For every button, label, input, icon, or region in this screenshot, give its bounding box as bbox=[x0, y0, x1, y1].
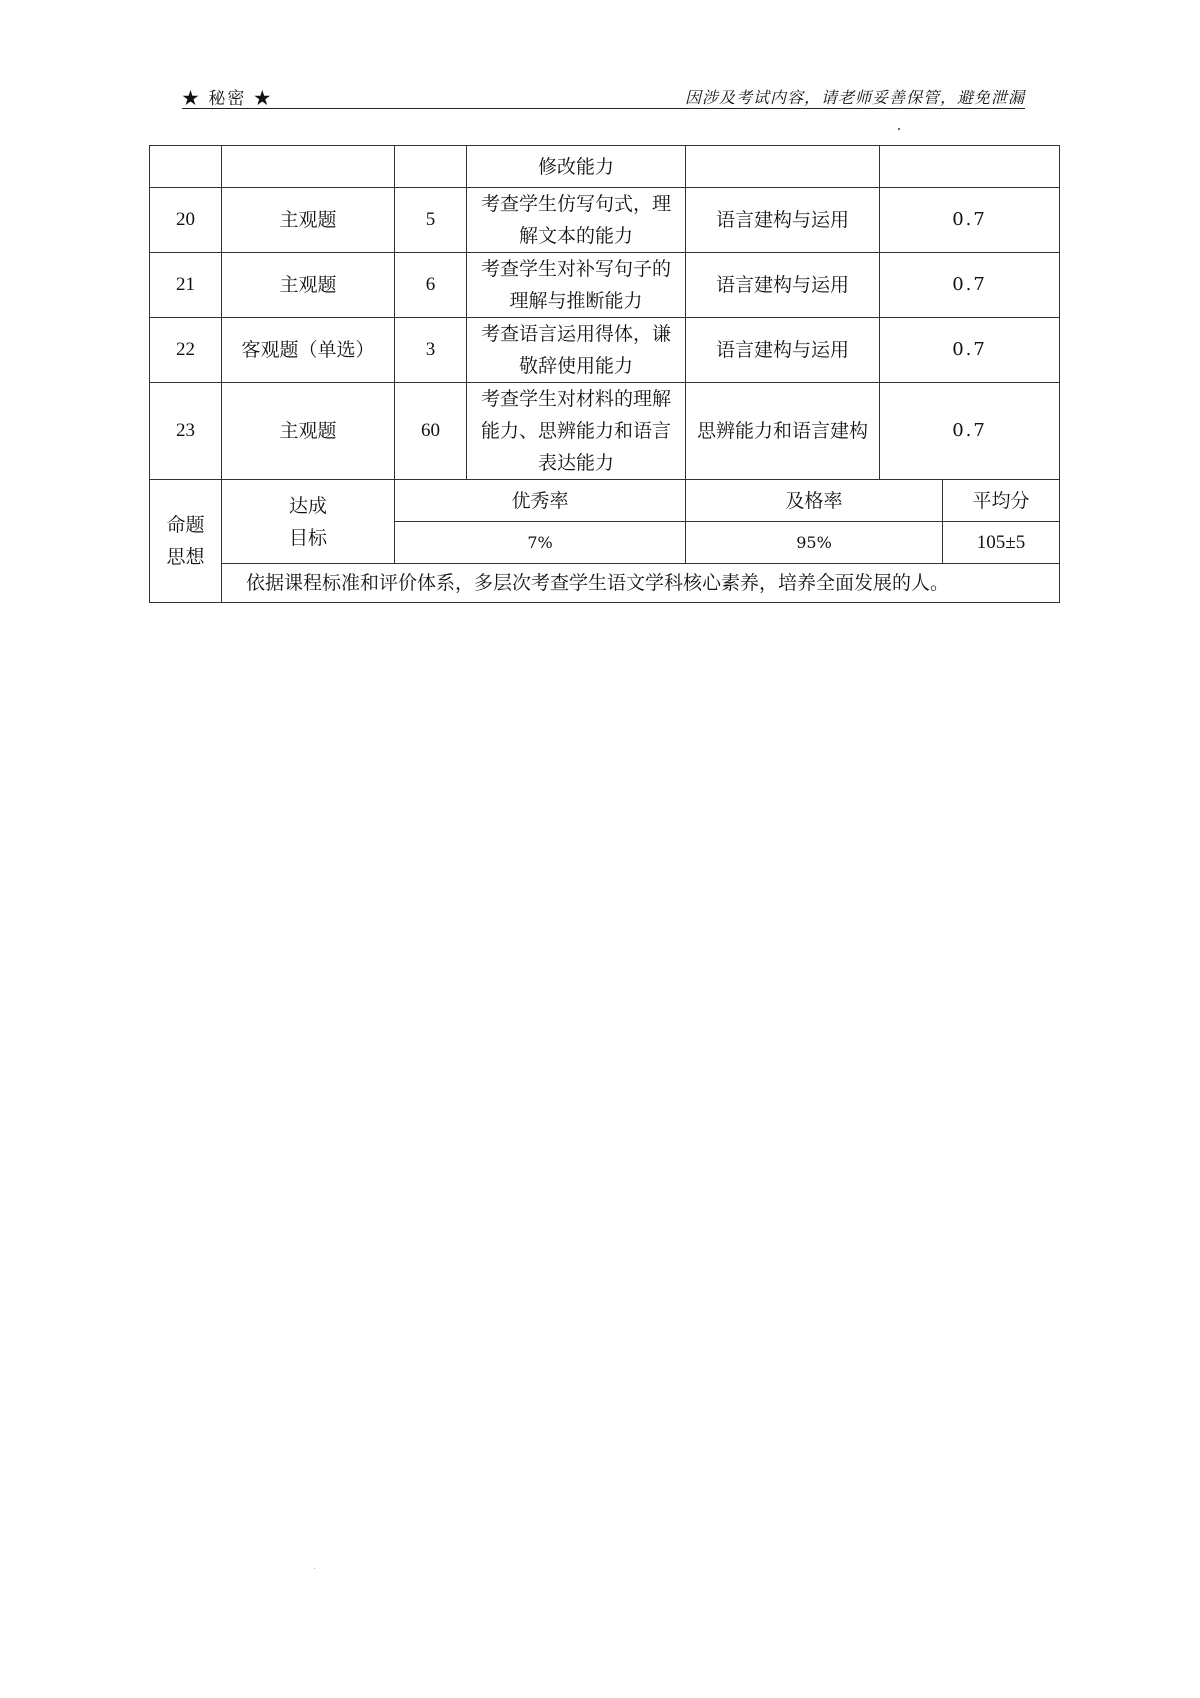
average-score-header: 平均分 bbox=[943, 480, 1060, 522]
table-row bbox=[150, 383, 1060, 480]
scan-speck bbox=[898, 128, 900, 130]
content-cell: 考查学生仿写句式，理解文本的能力 bbox=[467, 188, 686, 253]
table-row bbox=[150, 564, 1060, 603]
literacy-cell: 语言建构与运用 bbox=[686, 253, 880, 318]
excellent-rate-value: 7% bbox=[395, 522, 686, 564]
score-cell bbox=[395, 146, 467, 188]
number-cell bbox=[150, 146, 222, 188]
difficulty-cell bbox=[880, 146, 1060, 188]
target-label-line2: 目标 bbox=[288, 526, 327, 549]
design-label-line2: 思想 bbox=[166, 546, 205, 568]
table-row bbox=[150, 253, 1060, 318]
score-cell: 60 bbox=[395, 383, 467, 480]
content-cell: 考查语言运用得体，谦敬辞使用能力 bbox=[467, 318, 686, 383]
score-cell: 5 bbox=[395, 188, 467, 253]
design-philosophy-label bbox=[150, 480, 222, 603]
table-row bbox=[150, 146, 1060, 188]
number-cell: 21 bbox=[150, 253, 222, 318]
pass-rate-value: 95% bbox=[686, 522, 943, 564]
table-row bbox=[150, 480, 1060, 522]
secret-mark: ★ 秘密 ★ bbox=[182, 89, 273, 109]
table-row bbox=[150, 318, 1060, 383]
type-cell: 主观题 bbox=[222, 253, 395, 318]
table-row bbox=[150, 188, 1060, 253]
confidentiality-notice: 因涉及考试内容，请老师妥善保管，避免泄漏 bbox=[684, 88, 1025, 107]
score-cell: 3 bbox=[395, 318, 467, 383]
difficulty-cell: 0.7 bbox=[880, 318, 1060, 383]
difficulty-cell: 0.7 bbox=[880, 188, 1060, 253]
difficulty-cell: 0.7 bbox=[880, 253, 1060, 318]
type-cell: 主观题 bbox=[222, 383, 395, 480]
target-label bbox=[222, 480, 395, 564]
literacy-cell: 思辨能力和语言建构 bbox=[686, 383, 880, 480]
number-cell: 22 bbox=[150, 318, 222, 383]
type-cell: 主观题 bbox=[222, 188, 395, 253]
design-label-line1: 命题 bbox=[166, 514, 205, 536]
scan-speck bbox=[314, 1568, 315, 1569]
exam-analysis-table bbox=[149, 145, 1060, 603]
number-cell: 23 bbox=[150, 383, 222, 480]
type-cell bbox=[222, 146, 395, 188]
literacy-cell: 语言建构与运用 bbox=[686, 318, 880, 383]
type-cell: 客观题（单选） bbox=[222, 318, 395, 383]
target-label-line1: 达成 bbox=[288, 494, 327, 517]
average-score-value: 105±5 bbox=[943, 522, 1060, 564]
content-cell: 考查学生对材料的理解能力、思辨能力和语言表达能力 bbox=[467, 383, 686, 480]
score-cell: 6 bbox=[395, 253, 467, 318]
philosophy-text: 依据课程标准和评价体系，多层次考查学生语文学科核心素养，培养全面发展的人。 bbox=[222, 564, 1060, 603]
difficulty-cell: 0.7 bbox=[880, 383, 1060, 480]
literacy-cell bbox=[686, 146, 880, 188]
pass-rate-header: 及格率 bbox=[686, 480, 943, 522]
number-cell: 20 bbox=[150, 188, 222, 253]
page-header bbox=[182, 84, 1025, 109]
excellent-rate-header: 优秀率 bbox=[395, 480, 686, 522]
literacy-cell: 语言建构与运用 bbox=[686, 188, 880, 253]
content-cell: 修改能力 bbox=[467, 146, 686, 188]
content-cell: 考查学生对补写句子的理解与推断能力 bbox=[467, 253, 686, 318]
